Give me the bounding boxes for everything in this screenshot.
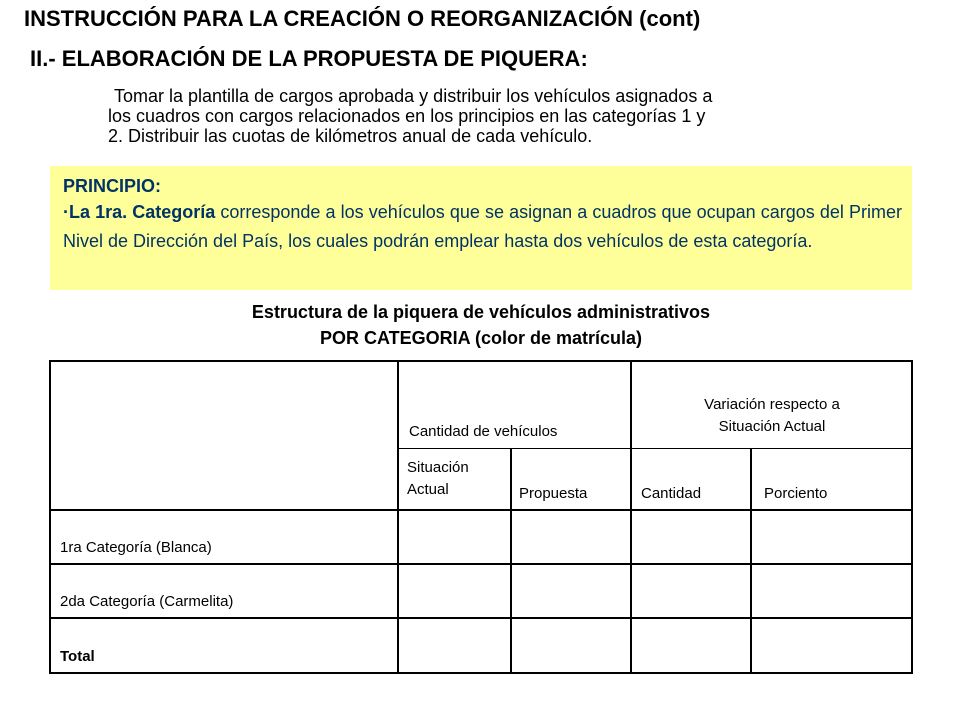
table-line-col-4	[750, 448, 752, 674]
page-title: INSTRUCCIÓN PARA LA CREACIÓN O REORGANIZACIÓN (cont)	[24, 6, 701, 31]
table-line-subheader	[398, 448, 912, 449]
header-percent: Porciento	[764, 485, 828, 502]
header-variation-line-2: Situación Actual	[718, 418, 826, 435]
section-subtitle: II.- ELABORACIÓN DE LA PROPUESTA DE PIQUERA:	[30, 46, 588, 71]
principle-text	[63, 198, 902, 256]
row-label-total: Total	[60, 648, 95, 665]
header-vehicle-quantity: Cantidad de vehículos	[409, 423, 558, 440]
header-current-line-1: Situación	[407, 459, 469, 476]
table-heading	[50, 299, 912, 351]
principle-body: corresponde a los vehículos que se asignan a cuadros que ocupan cargos del Primer Nivel de Dirección del País, los cuales podrán emplear hasta dos vehículos de esta categoría.	[63, 202, 902, 251]
table-border-bottom	[50, 672, 912, 674]
header-variation	[632, 394, 912, 438]
table-line-col-2	[510, 448, 512, 674]
header-amount: Cantidad	[641, 485, 702, 502]
header-variation-line-1: Variación respecto a	[704, 396, 840, 413]
row-label-first-category: 1ra Categoría (Blanca)	[60, 539, 212, 556]
principle-title: PRINCIPIO:	[63, 176, 162, 196]
bullet-icon: ·	[63, 202, 69, 222]
header-current-situation	[407, 457, 469, 501]
table-heading-line-1: Estructura de la piquera de vehículos administrativos	[251, 302, 711, 322]
table-line-col-1	[397, 360, 399, 674]
table-heading-line-2: POR CATEGORIA (color de matrícula)	[319, 328, 643, 348]
intro-line-1: Tomar la plantilla de cargos aprobada y distribuir los vehículos asignados a	[114, 86, 713, 106]
principle-box	[50, 166, 912, 290]
table-line-row-2	[50, 617, 912, 619]
intro-paragraph	[108, 86, 923, 146]
table-line-row-1	[50, 563, 912, 565]
table-border-left	[49, 360, 51, 674]
header-proposal: Propuesta	[519, 485, 588, 502]
intro-line-2: los cuadros con cargos relacionados en los principios en las categorías 1 y	[108, 106, 706, 126]
row-label-second-category: 2da Categoría (Carmelita)	[60, 593, 234, 610]
intro-line-3: 2. Distribuir las cuotas de kilómetros anual de cada vehículo.	[108, 126, 593, 146]
principle-bold-lead: La 1ra. Categoría	[69, 202, 216, 222]
table-border-top	[50, 360, 912, 362]
header-current-line-2: Actual	[407, 481, 449, 498]
table-line-header-bottom	[50, 509, 912, 511]
